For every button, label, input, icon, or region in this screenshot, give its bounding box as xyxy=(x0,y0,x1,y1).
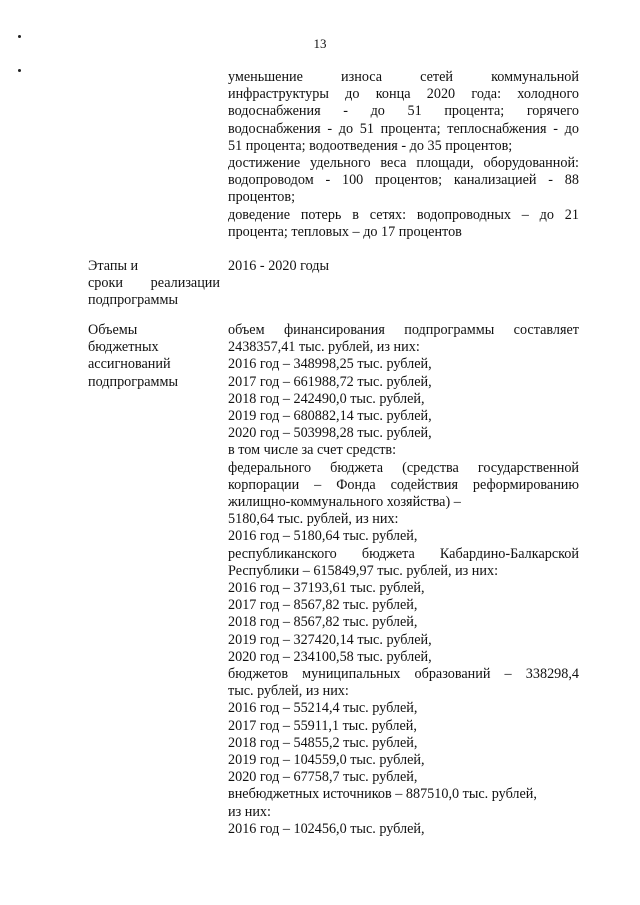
page-number: 13 xyxy=(313,36,327,51)
text-line: федерального бюджета (средства государственной xyxy=(228,459,579,476)
text-line: доведение потерь в сетях: водопроводных – до 21 xyxy=(228,206,579,223)
text-line: 2016 год – 55214,4 тыс. рублей, xyxy=(228,700,418,717)
text-line: водоснабжения - до 51 процента; горячего xyxy=(228,103,579,120)
text-line: 2016 год – 348998,25 тыс. рублей, xyxy=(228,356,432,373)
text-line: 2018 год – 242490,0 тыс. рублей, xyxy=(228,390,425,407)
funding-value xyxy=(228,322,579,838)
label-line: подпрограммы xyxy=(88,373,178,390)
text-line: 2016 год – 5180,64 тыс. рублей, xyxy=(228,528,418,545)
stages-value xyxy=(228,258,579,275)
text-line: инфраструктуры до конца 2020 года: холодного xyxy=(228,86,579,103)
text-line: 2020 год – 503998,28 тыс. рублей, xyxy=(228,425,432,442)
funding-label xyxy=(88,322,220,391)
text-line: 2020 год – 234100,58 тыс. рублей, xyxy=(228,648,432,665)
text-line: 2016 год – 37193,61 тыс. рублей, xyxy=(228,580,425,597)
text-line: водоснабжения - до 51 процента; теплоснабжения - до xyxy=(228,120,579,137)
stages-label xyxy=(88,258,220,310)
text-line: процентов; xyxy=(228,189,296,206)
text-line: водопроводом - 100 процентов; канализацией - 88 xyxy=(228,172,579,189)
text-line: тыс. рублей, из них: xyxy=(228,683,349,700)
label-line: сроки реализации xyxy=(88,275,220,292)
text-line: 51 процента; водоотведения - до 35 процентов; xyxy=(228,137,513,154)
text-line: 2017 год – 55911,1 тыс. рублей, xyxy=(228,717,417,734)
text-line: 5180,64 тыс. рублей, из них: xyxy=(228,511,399,528)
text-line: 2019 год – 104559,0 тыс. рублей, xyxy=(228,752,425,769)
text-line: 2019 год – 680882,14 тыс. рублей, xyxy=(228,408,432,425)
text-line: уменьшение износа сетей коммунальной xyxy=(228,69,579,85)
text-line: в том числе за счет средств: xyxy=(228,442,397,459)
label-line: ассигнований xyxy=(88,356,171,373)
text-line: корпорации – Фонда содействия реформированию xyxy=(228,476,579,493)
text-line: из них: xyxy=(228,803,271,820)
text-line: 2017 год – 661988,72 тыс. рублей, xyxy=(228,373,432,390)
text-line: 2016 - 2020 годы xyxy=(228,258,330,274)
text-line: 2018 год – 8567,82 тыс. рублей, xyxy=(228,614,418,631)
text-line: жилищно-коммунального хозяйства) – xyxy=(228,494,461,511)
label-line: подпрограммы xyxy=(88,292,178,309)
text-line: Республики – 615849,97 тыс. рублей, из них: xyxy=(228,562,499,579)
label-line: Этапы и xyxy=(88,258,139,274)
text-line: достижение удельного веса площади, оборудованной: xyxy=(228,155,579,172)
text-line: бюджетов муниципальных образований – 338298,4 xyxy=(228,666,579,683)
text-line: процента; тепловых – до 17 процентов xyxy=(228,223,462,240)
margin-mark xyxy=(18,69,21,72)
goals-continuation xyxy=(228,69,579,241)
text-line: 2016 год – 102456,0 тыс. рублей, xyxy=(228,820,425,837)
text-line: республиканского бюджета Кабардино-Балкарской xyxy=(228,545,579,562)
text-line: 2018 год – 54855,2 тыс. рублей, xyxy=(228,734,418,751)
margin-mark xyxy=(18,35,21,38)
text-line: 2017 год – 8567,82 тыс. рублей, xyxy=(228,597,418,614)
text-line: внебюджетных источников – 887510,0 тыс. рублей, xyxy=(228,786,537,803)
text-line: 2019 год – 327420,14 тыс. рублей, xyxy=(228,631,432,648)
text-line: 2020 год – 67758,7 тыс. рублей, xyxy=(228,769,418,786)
label-line: бюджетных xyxy=(88,339,159,356)
text-line: 2438357,41 тыс. рублей, из них: xyxy=(228,339,420,356)
text-line: объем финансирования подпрограммы составляет xyxy=(228,322,579,338)
label-line: Объемы xyxy=(88,322,138,338)
